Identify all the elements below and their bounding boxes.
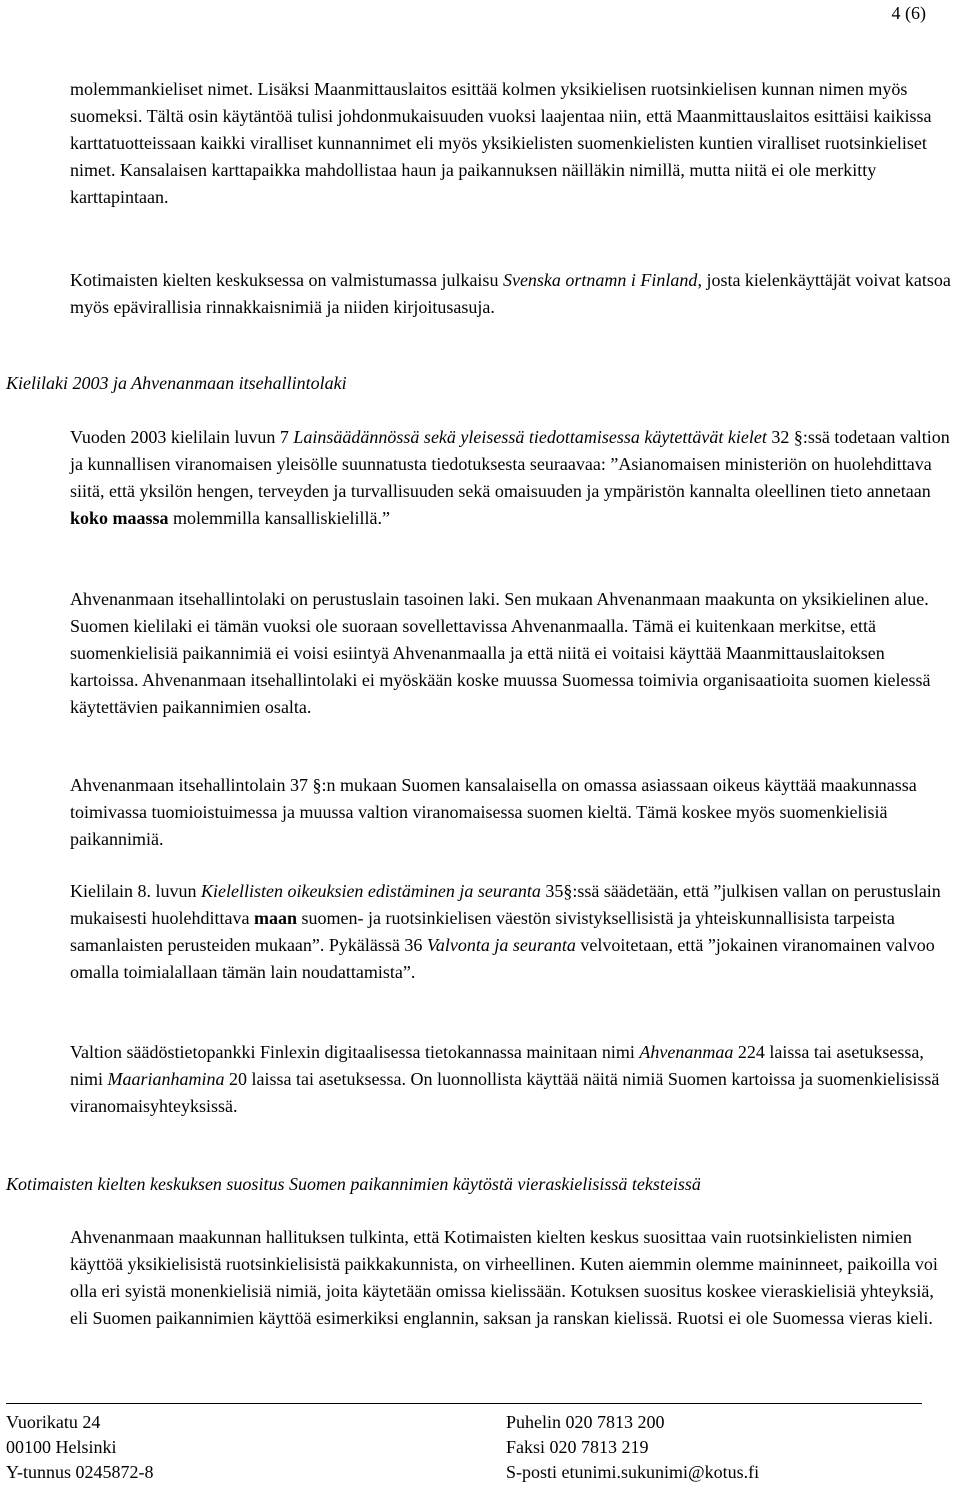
footer-fax: Faksi 020 7813 219	[506, 1437, 649, 1457]
footer-contact	[506, 1410, 759, 1485]
paragraph-language-act-2003: Vuoden 2003 kielilain luvun 7 Lainsäädännössä sekä yleisessä tiedottamisessa käytettävät kielet 32 §:ssä todetaan valtion ja kunnallisen viranomaisen yleisölle suunnatusta tiedotuksesta seuraavaa: ”Asianomaisen ministeriön on huolehdittava siitä, että yksilön hengen, terveyden ja turvallisuuden sekä omaisuuden ja ympäristön kannalta oleellinen tieto annetaan koko maassa molemmilla kansalliskielillä.”	[70, 427, 950, 528]
footer-postal: 00100 Helsinki	[6, 1437, 117, 1457]
section-heading-language-act: Kielilaki 2003 ja Ahvenanmaan itsehallintolaki	[6, 373, 347, 393]
paragraph-aland-government-interpretation: Ahvenanmaan maakunnan hallituksen tulkinta, että Kotimaisten kielten keskus suosittaa vain ruotsinkielisten nimien käyttöä yksikielisistä ruotsinkielisistä paikkakunnista, on virheellinen. Kuten aiemmin olemme maininneet, paikoilla voi olla eri syistä monenkielisiä nimiä, joita käytetään omissa kielissään. Kotuksen suositus koskee vieraskielisiä yhteyksiä, eli Suomen paikannimien käyttöä esimerkiksi englannin, saksan ja ranskan kielissä. Ruotsi ei ole Suomessa vieras kieli.	[70, 1227, 938, 1328]
footer-phone: Puhelin 020 7813 200	[506, 1412, 665, 1432]
footer-address	[6, 1410, 154, 1485]
footer-email: S-posti etunimi.sukunimi@kotus.fi	[506, 1462, 760, 1482]
paragraph-aland-autonomy-act: Ahvenanmaan itsehallintolaki on perustuslain tasoinen laki. Sen mukaan Ahvenanmaan maakunta on yksikielinen alue. Suomen kielilaki ei tämän vuoksi ole suoraan sovellettavissa Ahvenanmaalla. Tämä ei kuitenkaan merkitse, että suomenkielisiä paikannimiä ei voisi esiintyä Ahvenanmaalla ja että niitä ei voitaisi käyttää Maanmittauslaitoksen kartoissa. Ahvenanmaan itsehallintolaki ei myöskään koske muussa Suomessa toimivia organisaatioita suomen kielessä käytettävien paikannimien osalta.	[70, 589, 931, 717]
footer-business-id: Y-tunnus 0245872-8	[6, 1462, 154, 1482]
page-number: 4 (6)	[891, 3, 926, 23]
paragraph-svenska-ortnamn: Kotimaisten kielten keskuksessa on valmistumassa julkaisu Svenska ortnamn i Finland, josta kielenkäyttäjät voivat katsoa myös epävirallisia rinnakkaisnimiä ja niiden kirjoitusasuja.	[70, 270, 951, 317]
paragraph-municipality-names: molemmankieliset nimet. Lisäksi Maanmittauslaitos esittää kolmen yksikielisen ruotsinkielisen kunnan nimen myös suomeksi. Tältä osin käytäntöä tulisi johdonmukaisuuden vuoksi laajentaa niin, että Maanmittauslaitos esittäisi kaikissa karttatuotteissaan kaikki viralliset kunnannimet eli myös yksikielisten suomenkielisten kuntien viralliset ruotsinkieliset nimet. Kansalaisen karttapaikka mahdollistaa haun ja paikannuksen näilläkin nimillä, mutta niitä ei ole merkitty karttapintaan.	[70, 79, 932, 207]
section-heading-recommendation: Kotimaisten kielten keskuksen suositus Suomen paikannimien käytöstä vieraskielisissä teksteissä	[6, 1174, 701, 1194]
paragraph-aland-37: Ahvenanmaan itsehallintolain 37 §:n mukaan Suomen kansalaisella on omassa asiassaan oikeus käyttää maakunnassa toimivassa tuomioistuimessa ja muussa valtion viranomaisessa suomen kieltä. Tämä koskee myös suomenkielisiä paikannimiä.	[70, 775, 917, 849]
footer-street: Vuorikatu 24	[6, 1412, 101, 1432]
footer-divider	[6, 1403, 922, 1404]
paragraph-language-act-chapter-8: Kielilain 8. luvun Kielellisten oikeuksien edistäminen ja seuranta 35§:ssä säädetään, että ”julkisen vallan on perustuslain mukaisesti huolehdittava maan suomen- ja ruotsinkielisen väestön sivistyksellisistä ja yhteiskunnallisista tarpeista samanlaisten perusteiden mukaan”. Pykälässä 36 Valvonta ja seuranta velvoitetaan, että ”jokainen viranomainen valvoo omalla toimialallaan tämän lain noudattamista”.	[70, 881, 941, 982]
paragraph-finlex: Valtion säädöstietopankki Finlexin digitaalisessa tietokannassa mainitaan nimi Ahvenanmaa 224 laissa tai asetuksessa, nimi Maarianhamina 20 laissa tai asetuksessa. On luonnollista käyttää näitä nimiä Suomen kartoissa ja suomenkielisissä viranomaisyhteyksissä.	[70, 1042, 940, 1116]
